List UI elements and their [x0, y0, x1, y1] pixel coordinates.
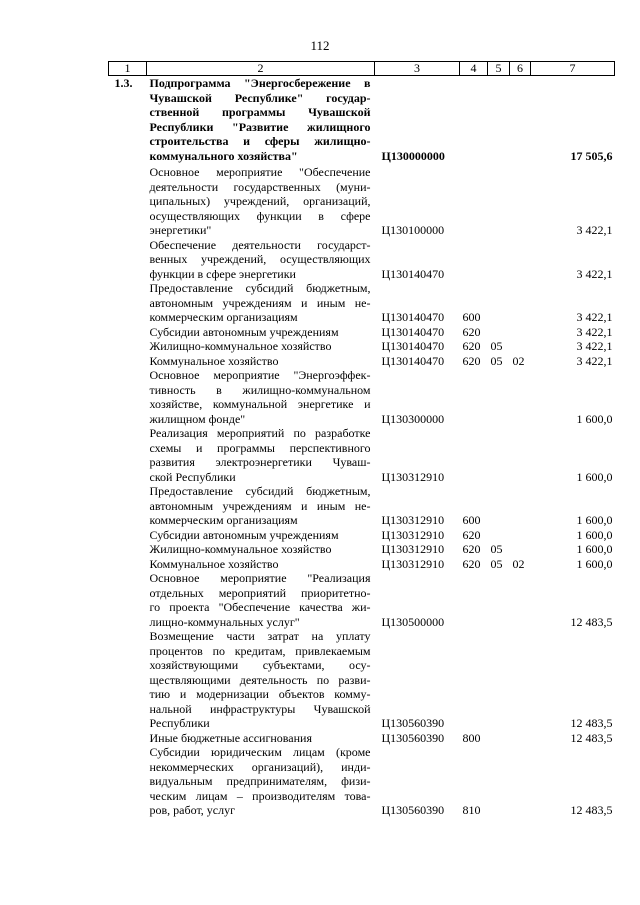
subsection-code: [510, 426, 531, 484]
column-number: 5: [488, 62, 510, 76]
expense-type-code: [460, 571, 488, 629]
amount: 3 422,1: [576, 223, 613, 237]
subsection-code: [510, 542, 531, 557]
item-name: [147, 542, 375, 557]
item-name-line: венных учреждений, осуществляющих: [149, 252, 371, 266]
expense-type-code: 600: [462, 310, 481, 324]
subsection-code: [510, 484, 531, 528]
target-code: Ц130560390: [381, 716, 445, 730]
amount: 1 600,0: [576, 411, 613, 426]
item-name-line: Субсидии автономным учреждениям: [149, 324, 339, 339]
item-name: [147, 163, 375, 238]
item-name-line: Основное мероприятие "Энергоэффек-: [149, 368, 371, 382]
subsection-code: [510, 368, 531, 426]
expense-type-code: 620: [462, 353, 481, 368]
item-name-line: ской Республики: [149, 469, 236, 484]
expense-type-code: [460, 238, 488, 282]
item-name-line: Предоставление субсидий бюджетным,: [149, 484, 371, 498]
table-row: [109, 325, 615, 340]
item-name: [147, 484, 375, 528]
target-code: Ц130312910: [381, 542, 445, 556]
item-name-line: видуальным предпринимателям, физи-: [149, 774, 371, 788]
table-row: [109, 484, 615, 528]
page-number: 112: [310, 38, 330, 53]
item-name: [147, 76, 375, 164]
table-row: [109, 238, 615, 282]
item-name-line: Возмещение части затрат на уплату: [149, 629, 371, 643]
item-name-line: тивность в жилищно-коммунальном: [149, 382, 371, 397]
item-name: [147, 238, 375, 282]
table-row: [109, 571, 615, 629]
expense-type-code: 810: [462, 803, 481, 817]
item-name-line: нальной инфраструктуры Чувашской: [149, 701, 371, 716]
expense-type-code: 620: [462, 339, 481, 353]
column-number: 7: [531, 62, 615, 76]
item-name: [147, 571, 375, 629]
section-code: [488, 368, 510, 426]
item-name-line: жилищном фонде": [149, 411, 246, 426]
amount: 3 422,1: [576, 324, 613, 339]
section-code: [488, 528, 510, 543]
budget-table: [108, 61, 615, 818]
item-name-line: Жилищно-коммунальное хозяйство: [149, 339, 332, 353]
item-name-line: некоммерческих организаций), инди-: [149, 759, 371, 774]
item-name-line: схемы и программы перспективного: [149, 440, 371, 455]
section-number: [109, 354, 147, 369]
target-code: Ц130000000: [381, 148, 445, 163]
item-name-line: Чувашской Республике" государ-: [149, 90, 371, 105]
target-code: Ц130140470: [381, 310, 445, 324]
expense-type-code: [460, 629, 488, 731]
item-name: [147, 368, 375, 426]
item-name-line: Предоставление субсидий бюджетным,: [149, 281, 371, 295]
item-name-line: Субсидии автономным учреждениям: [149, 527, 339, 542]
section-number: [109, 426, 147, 484]
table-row: [109, 426, 615, 484]
item-name-line: Коммунальное хозяйство: [149, 353, 279, 368]
table-row: [109, 745, 615, 818]
subsection-code: [510, 76, 531, 164]
item-name-line: лищно-коммунальных услуг": [149, 614, 300, 629]
item-name-line: коммерческим организациям: [149, 513, 298, 527]
target-code: Ц130100000: [381, 223, 445, 237]
table-body: [109, 76, 615, 818]
expense-type-code: 600: [462, 513, 481, 527]
item-name-line: тию и модернизации объектов комму-: [149, 687, 371, 701]
section-number: [109, 484, 147, 528]
amount: 3 422,1: [576, 266, 613, 281]
amount: 3 422,1: [576, 353, 613, 368]
item-name-line: Субсидии юридическим лицам (кроме: [149, 745, 371, 759]
item-name: [147, 354, 375, 369]
item-name: [147, 339, 375, 354]
item-name: [147, 426, 375, 484]
item-name-line: автономным учреждениям и иным не-: [149, 295, 371, 310]
item-name-line: функции в сфере энергетики: [149, 266, 296, 281]
target-code: Ц130140470: [381, 353, 445, 368]
section-number: [109, 163, 147, 238]
section-code: [488, 629, 510, 731]
target-code: Ц130140470: [381, 339, 445, 353]
target-code: Ц130312910: [381, 527, 445, 542]
item-name-line: Основное мероприятие "Обеспечение: [149, 165, 371, 179]
item-name: [147, 528, 375, 543]
section-code: 05: [490, 542, 503, 556]
table-row: [109, 354, 615, 369]
column-number: 2: [147, 62, 375, 76]
amount: 12 483,5: [570, 730, 613, 745]
subsection-code: [510, 629, 531, 731]
item-name: [147, 731, 375, 746]
expense-type-code: 800: [462, 730, 481, 745]
expense-type-code: 620: [462, 527, 481, 542]
amount: 1 600,0: [576, 513, 613, 527]
item-name-line: коммерческим организациям: [149, 310, 298, 324]
item-name-line: Обеспечение деятельности государст-: [149, 237, 371, 252]
target-code: Ц130140470: [381, 324, 445, 339]
subsection-code: [510, 731, 531, 746]
expense-type-code: 620: [462, 324, 481, 339]
target-code: Ц130312910: [381, 469, 445, 484]
table-row: [109, 542, 615, 557]
item-name-line: отдельных мероприятий приоритетно-: [149, 585, 371, 600]
table-row: [109, 281, 615, 325]
item-name-line: ственной программы Чувашской: [149, 105, 371, 119]
item-name-line: Реализация мероприятий по разработке: [149, 426, 371, 440]
item-name-line: процентов по кредитам, привлекаемым: [149, 643, 371, 658]
amount: 1 600,0: [576, 469, 613, 484]
amount: 3 422,1: [576, 310, 613, 324]
subsection-code: [510, 528, 531, 543]
item-name: [147, 557, 375, 572]
item-name: [147, 325, 375, 340]
section-code: [488, 325, 510, 340]
section-code: [488, 571, 510, 629]
item-name-line: го проекта "Обеспечение качества жи-: [149, 600, 371, 614]
subsection-code: [510, 571, 531, 629]
item-name-line: ческим лицам – производителям това-: [149, 788, 371, 803]
section-number: [109, 339, 147, 354]
expense-type-code: 620: [462, 556, 481, 571]
section-number: [109, 745, 147, 818]
item-name-line: ществляющими деятельность по разви-: [149, 672, 371, 687]
table-row: [109, 731, 615, 746]
item-name-line: автономным учреждениям и иным не-: [149, 498, 371, 513]
item-name-line: Жилищно-коммунальное хозяйство: [149, 542, 332, 556]
amount: 17 505,6: [570, 148, 613, 163]
table-row: [109, 629, 615, 731]
section-code: 05: [490, 339, 503, 353]
subsection-code: [510, 238, 531, 282]
item-name-line: хозяйстве, коммунальной энергетике и: [149, 397, 371, 411]
subsection-code: [510, 281, 531, 325]
amount: 1 600,0: [576, 556, 613, 571]
section-number: [109, 281, 147, 325]
item-name-line: Подпрограмма "Энергосбережение в: [149, 76, 371, 90]
section-code: [488, 731, 510, 746]
amount: 12 483,5: [570, 716, 613, 730]
subsection-code: 02: [512, 556, 525, 571]
amount: 12 483,5: [570, 803, 613, 817]
item-name-line: Республики "Развитие жилищного: [149, 119, 371, 134]
item-name-line: Коммунальное хозяйство: [149, 556, 279, 571]
item-name-line: осуществляющих функции в сфере: [149, 208, 371, 223]
target-code: Ц130560390: [381, 803, 445, 817]
table-row: [109, 76, 615, 164]
section-number: [109, 571, 147, 629]
item-name: [147, 745, 375, 818]
section-code: [488, 426, 510, 484]
expense-type-code: [460, 426, 488, 484]
target-code: Ц130500000: [381, 614, 445, 629]
section-number: 1.3.: [114, 76, 133, 90]
section-number: [109, 542, 147, 557]
item-name-line: ципальных) учреждений, организаций,: [149, 194, 371, 208]
amount: 12 483,5: [570, 614, 613, 629]
section-number: [109, 528, 147, 543]
expense-type-code: [460, 368, 488, 426]
subsection-code: [510, 325, 531, 340]
table-row: [109, 528, 615, 543]
expense-type-code: [460, 163, 488, 238]
subsection-code: [510, 339, 531, 354]
amount: 1 600,0: [576, 542, 613, 556]
section-number: [109, 731, 147, 746]
target-code: Ц130300000: [381, 411, 445, 426]
section-number: [109, 629, 147, 731]
amount: 3 422,1: [576, 339, 613, 353]
subsection-code: 02: [512, 353, 525, 368]
table-row: [109, 339, 615, 354]
section-code: [488, 484, 510, 528]
item-name-line: ров, работ, услуг: [149, 803, 236, 817]
item-name-line: Иные бюджетные ассигнования: [149, 730, 312, 745]
item-name-line: коммунального хозяйства": [149, 148, 298, 163]
expense-type-code: 620: [462, 542, 481, 556]
section-number: [109, 557, 147, 572]
section-code: [488, 238, 510, 282]
section-number: [109, 325, 147, 340]
item-name-line: хозяйствующими субъектами, осу-: [149, 658, 371, 672]
item-name-line: Республики: [149, 716, 210, 730]
section-number: [109, 238, 147, 282]
column-number: 4: [460, 62, 488, 76]
column-number-row: [109, 62, 615, 76]
expense-type-code: [460, 76, 488, 164]
table-row: [109, 368, 615, 426]
section-code: 05: [490, 353, 503, 368]
target-code: Ц130312910: [381, 513, 445, 527]
item-name-line: энергетики": [149, 223, 212, 237]
section-code: [488, 76, 510, 164]
section-number: [109, 368, 147, 426]
subsection-code: [510, 163, 531, 238]
item-name-line: Основное мероприятие "Реализация: [149, 571, 371, 585]
target-code: Ц130312910: [381, 556, 445, 571]
item-name-line: строительства и сферы жилищно-: [149, 134, 371, 148]
table-row: [109, 163, 615, 238]
target-code: Ц130560390: [381, 730, 445, 745]
subsection-code: [510, 745, 531, 818]
section-code: [488, 281, 510, 325]
item-name: [147, 629, 375, 731]
item-name-line: деятельности государственных (муни-: [149, 179, 371, 194]
table-row: [109, 557, 615, 572]
target-code: Ц130140470: [381, 266, 445, 281]
amount: 1 600,0: [576, 527, 613, 542]
section-code: [488, 163, 510, 238]
column-number: 6: [510, 62, 531, 76]
column-number: 1: [109, 62, 147, 76]
column-number: 3: [375, 62, 460, 76]
item-name-line: развития электроэнергетики Чуваш-: [149, 455, 371, 469]
section-code: [488, 745, 510, 818]
item-name: [147, 281, 375, 325]
section-code: 05: [490, 556, 503, 571]
